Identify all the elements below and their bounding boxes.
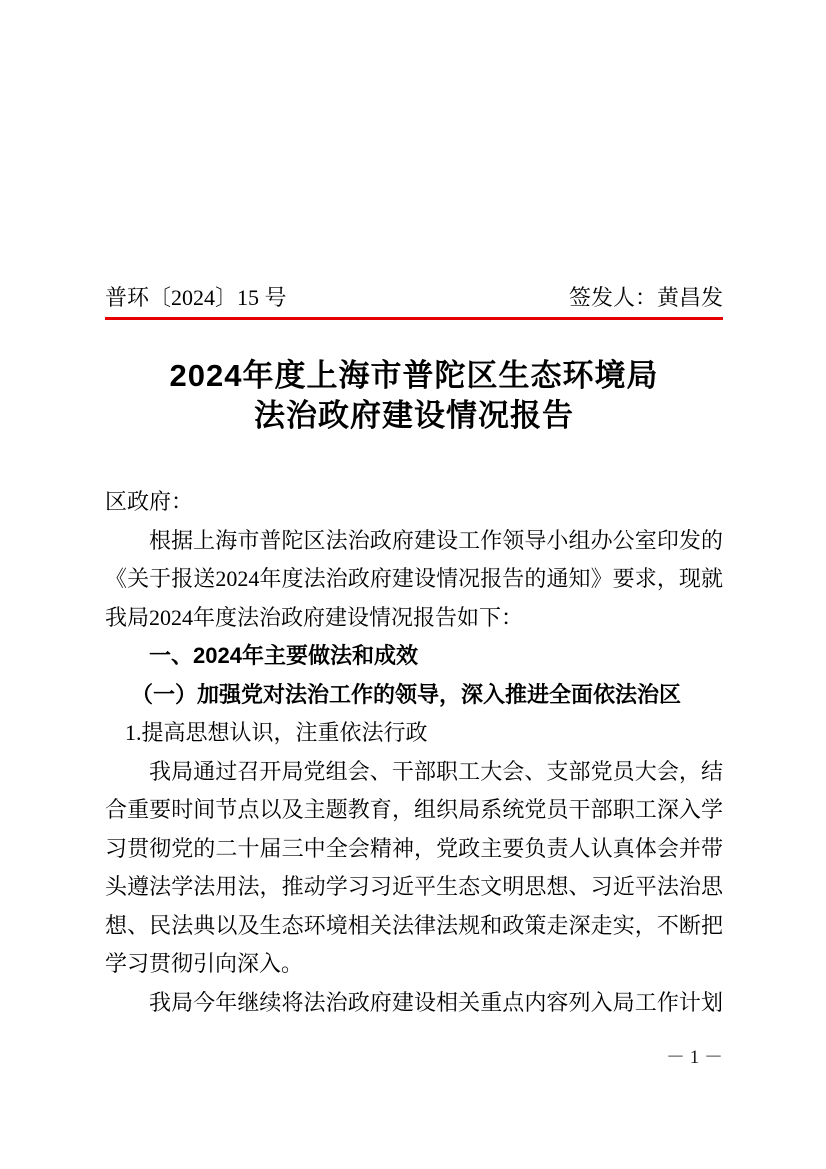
- body-line: 我局今年继续将法治政府建设相关重点内容列入局工作计划: [149, 989, 723, 1015]
- doc-title: [105, 356, 723, 436]
- header-red-rule: [105, 317, 723, 320]
- page-number: － 1 －: [665, 1047, 723, 1068]
- heading-level1: 一、2024年主要做法和成效: [149, 643, 418, 668]
- body-line: 头遵法学法用法，推动学习习近平生态文明思想、习近平法治思: [105, 874, 723, 899]
- body-line: 根据上海市普陀区法治政府建设工作领导小组办公室印发的: [149, 527, 723, 553]
- doc-title-line1: 2024年度上海市普陀区生态环境局: [169, 358, 659, 393]
- body-line: 想、民法典以及生态环境相关法律法规和政策走深走实，不断把: [105, 912, 723, 938]
- doc-title-line2: 法治政府建设情况报告: [254, 398, 574, 433]
- heading-level3: 1.提高思想认识，注重依法行政: [125, 720, 428, 745]
- body-line: 我局通过召开局党组会、干部职工大会、支部党员大会，结: [149, 758, 723, 784]
- body-line: 我局2024年度法治政府建设情况报告如下：: [105, 604, 524, 630]
- page-footer: [105, 1048, 723, 1068]
- body-line: 学习贯彻引向深入。: [105, 951, 304, 976]
- body-line: 习贯彻党的二十届三中全会精神，党政主要负责人认真体会并带: [105, 835, 723, 861]
- doc-number: 普环〔2024〕15 号: [105, 285, 287, 310]
- heading-level2: （一）加强党对法治工作的领导，深入推进全面依法治区: [131, 681, 682, 707]
- doc-body: [105, 483, 723, 1022]
- salutation: 区政府：: [105, 489, 194, 514]
- body-line: 《关于报送2024年度法治政府建设情况报告的通知》要求，现就: [105, 566, 723, 591]
- doc-header: [105, 286, 723, 310]
- body-line: 合重要时间节点以及主题教育，组织局系统党员干部职工深入学: [105, 797, 723, 822]
- issuer-name: 签发人：黄昌发: [568, 285, 723, 310]
